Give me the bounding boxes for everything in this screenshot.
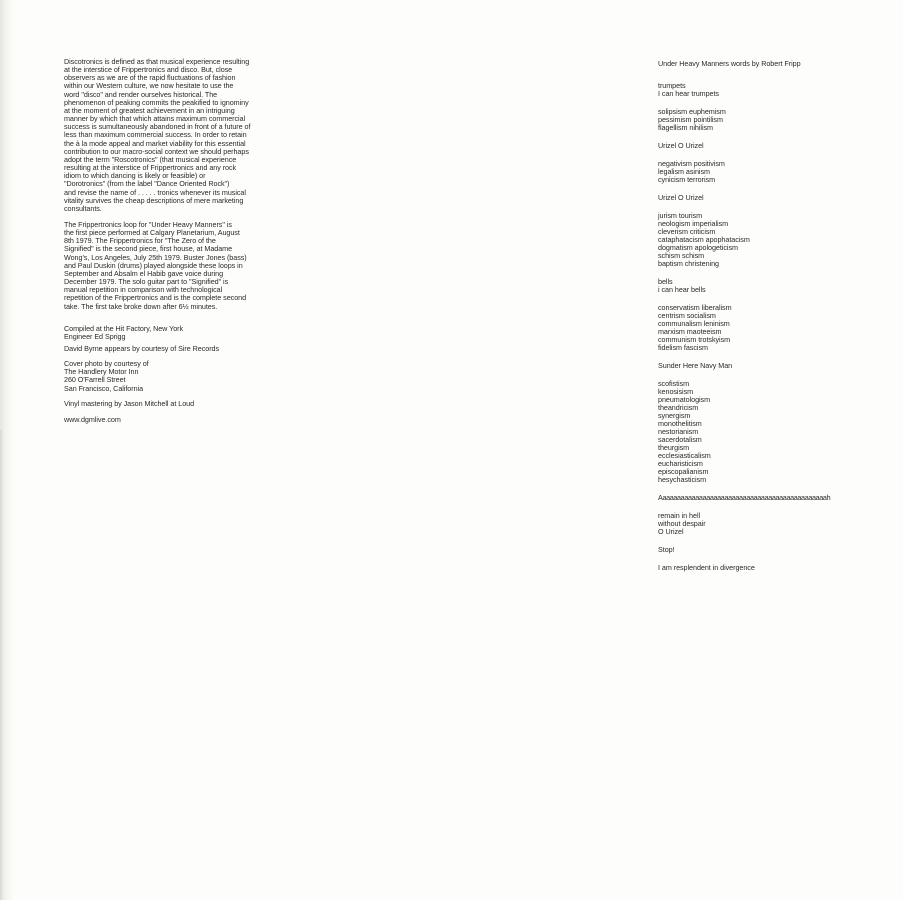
page-fold <box>0 430 4 900</box>
lyrics-stanza: Sunder Here Navy Man <box>658 361 733 370</box>
lyrics-title: Under Heavy Manners words by Robert Fripp <box>658 59 801 68</box>
lyrics-stanza: solipsism euphemism pessimism pointilism flagellism nihilism <box>658 107 726 132</box>
lyrics-stanza: Urizel O Urizel <box>658 193 704 202</box>
lyrics-stanza: bells i can hear bells <box>658 277 706 294</box>
lyrics-stanza: jurism tourism neologism imperialism cleverism criticism cataphatacism apophatacism dogmatism apologeticism schism schism baptism christening <box>658 211 750 268</box>
lyrics-stanza: scofistism kenosisism pneumatologism theandricism synergism monothelitism nestorianism sacerdotalism theurgism ecclesiasticalism eucharisticism episcopalianism hesychasticism <box>658 379 711 484</box>
lyrics-stanza: remain in hell without despair O Urizel <box>658 511 706 536</box>
mastering-credit: Vinyl mastering by Jason Mitchell at Loud <box>64 398 195 408</box>
lyrics-stanza: negativism positivism legalism asinism cynicism terrorism <box>658 159 725 184</box>
website-url: www.dgmlive.com <box>64 414 121 424</box>
cover-photo-credit: Cover photo by courtesy of The Handlery Motor Inn 260 O'Farrell Street San Francisco, California <box>64 359 149 393</box>
lyrics-stanza: Urizel O Urizel <box>658 141 704 150</box>
lyrics-column <box>658 60 888 582</box>
lyrics-stanza: Stop! <box>658 545 675 554</box>
recording-credit: Compiled at the Hit Factory, New York Engineer Ed Sprigg <box>64 323 184 341</box>
discotronics-paragraph: Discotronics is defined as that musical experience resulting at the interstice of Frippertronics and disco. But, close observers as we are of the rapid fluctuations of fashion within our Western culture, we now hesitate to use the word "disco" and render ourselves historical. The phenomenon of peaking commits the peakified to ignominy at the moment of greatest achievement in an intriguing manner by which that which attains maximum commercial success is sumultaneously abandoned in front of a future of less than maximum commercial success. In order to retain the à la mode appeal and market viability for this essential contribution to our macro-social context we should perhaps adopt the term "Roscotronics" (that musical experience resulting at the interstice of Frippertronics and any rock idiom to which dancing is likely or feasible) or "Dorotronics" (from the label "Dance Oriented Rock") and revise the name of . . . . . tronics whenever its musical vitality survives the cheap descriptions of mere marketing consultants. <box>64 57 251 213</box>
lyrics-stanza: trumpets I can hear trumpets <box>658 81 719 98</box>
lyrics-stanza: I am resplendent in divergence <box>658 563 755 572</box>
liner-notes-column <box>64 58 314 431</box>
lyrics-stanza: Aaaaaaaaaaaaaaaaaaaaaaaaaaaaaaaaaaaaaaaaaaaaaah <box>658 493 831 502</box>
frippertronics-paragraph: The Frippertronics loop for "Under Heavy Manners" is the first piece performed at Calgary Planetarium, August 8th 1979. The Frippertronics for "The Zero of the Signified" is the second piece, first house, at Madame Wong's, Los Angeles, July 25th 1979. Buster Jones (bass) and Paul Duskin (drums) played alongside these loops in September and Absalm el Habib gave voice during December 1979. The solo guitar part to "Signified" is manual repetition in comparison with technological repetition of the Frippertronics and is the complete second take. The first take broke down after 6½ minutes. <box>64 219 247 311</box>
lyrics-stanza: conservatism liberalism centrism socialism communalism leninism marxism maoteeism communism trotskyism fidelism fascism <box>658 303 732 352</box>
guest-credit: David Byrne appears by courtesy of Sire Records <box>64 344 220 353</box>
